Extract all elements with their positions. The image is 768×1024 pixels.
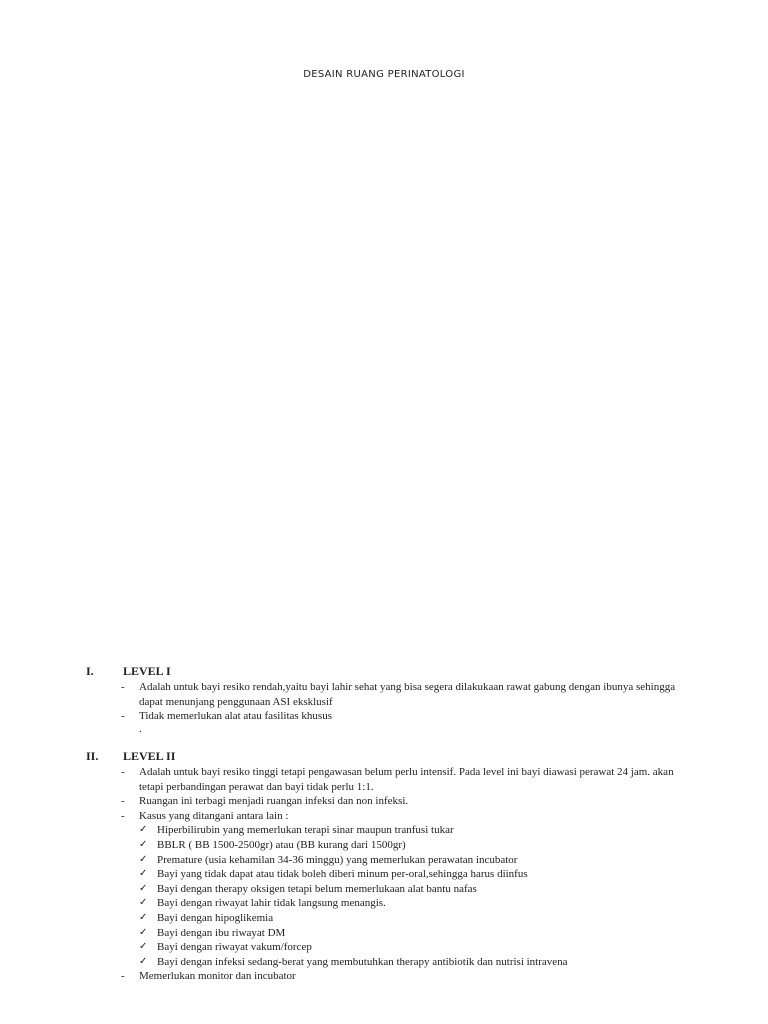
list-item-text: Adalah untuk bayi resiko rendah,yaitu bayi lahir sehat yang bisa segera dilakukaan rawat gabung dengan ibunya sehingga dapat menunjang penggunaan ASI eksklusif [139, 681, 676, 708]
list-item-text: Memerlukan monitor dan incubator [139, 970, 296, 983]
case-item [0, 882, 768, 897]
list-item-text: Ruangan ini terbagi menjadi ruangan infeksi dan non infeksi. [139, 795, 409, 808]
list-item [0, 709, 768, 724]
case-item-text: Hiperbilirubin yang memerlukan terapi sinar maupun tranfusi tukar [157, 824, 454, 837]
check-icon: ✓ [139, 897, 148, 909]
case-item [0, 926, 768, 941]
check-icon: ✓ [139, 941, 148, 953]
list-item-text: Adalah untuk bayi resiko tinggi tetapi pengawasan belum perlu intensif. Pada level ini bayi diawasi perawat 24 jam. akan tetapi perbandingan perawat dan bayi tidak perlu 1:1. [139, 766, 674, 793]
case-item-text: Bayi dengan infeksi sedang-berat yang membutuhkan therapy antibiotik dan nutrisi intravena [157, 955, 568, 968]
case-item-text: Premature (usia kehamilan 34-36 minggu) yang memerlukan perawatan incubator [157, 853, 518, 866]
check-icon: ✓ [139, 926, 148, 938]
list-item-text: Kasus yang ditangani antara lain : [139, 809, 289, 822]
case-item [0, 823, 768, 838]
check-icon: ✓ [139, 911, 148, 923]
list-item [0, 809, 768, 824]
case-item [0, 896, 768, 911]
dash-bullet: - [121, 809, 125, 822]
case-item-text: Bayi yang tidak dapat atau tidak boleh diberi minum per-oral,sehingga harus diinfus [157, 868, 528, 881]
case-item [0, 955, 768, 970]
section-level-1 [0, 664, 768, 736]
list-item [0, 794, 768, 809]
check-icon: ✓ [139, 838, 148, 850]
case-item-text: Bayi dengan riwayat lahir tidak langsung menangis. [157, 897, 386, 910]
trailing-dot: . [139, 722, 142, 735]
check-icon: ✓ [139, 955, 148, 967]
check-icon: ✓ [139, 868, 148, 880]
case-item-text: Bayi dengan ibu riwayat DM [157, 926, 286, 939]
section-title: LEVEL II [123, 749, 176, 763]
case-item [0, 838, 768, 853]
dash-bullet: - [121, 970, 125, 983]
page-title: DESAIN RUANG PERINATOLOGI [303, 69, 465, 80]
case-item-text: BBLR ( BB 1500-2500gr) atau (BB kurang dari 1500gr) [157, 838, 406, 851]
list-item [0, 680, 768, 709]
case-item [0, 853, 768, 868]
dash-bullet: - [121, 710, 125, 723]
section-number: I. [86, 664, 94, 678]
case-item [0, 867, 768, 882]
dash-bullet: - [121, 766, 125, 778]
case-item-text: Bayi dengan hipoglikemia [157, 911, 274, 924]
case-item-text: Bayi dengan riwayat vakum/forcep [157, 941, 312, 954]
check-icon: ✓ [139, 824, 148, 836]
dash-bullet: - [121, 681, 125, 693]
section-heading [0, 664, 768, 680]
case-item-text: Bayi dengan therapy oksigen tetapi belum memerlukaan alat bantu nafas [157, 882, 477, 895]
list-item-text: Tidak memerlukan alat atau fasilitas khusus [139, 710, 332, 723]
list-item [0, 969, 768, 984]
check-icon: ✓ [139, 853, 148, 865]
section-heading [0, 749, 768, 765]
dash-bullet: - [121, 795, 125, 808]
case-item [0, 940, 768, 955]
section-level-2 [0, 749, 768, 984]
section-title: LEVEL I [123, 664, 171, 678]
check-icon: ✓ [139, 882, 148, 894]
case-item [0, 911, 768, 926]
section-number: II. [86, 749, 99, 763]
list-item [0, 765, 768, 794]
